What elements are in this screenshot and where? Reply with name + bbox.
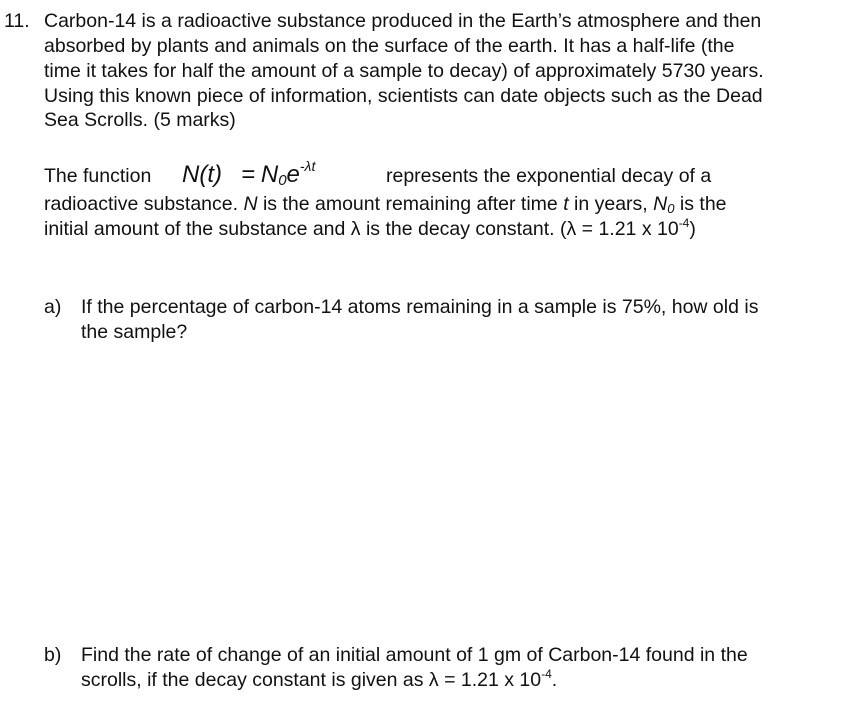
formula-exponent: -λt [299, 158, 316, 174]
function-intro: The function [44, 165, 152, 187]
part-b-label: b) [44, 644, 62, 666]
def2-var-n0-sub: 0 [667, 201, 675, 216]
question-number: 11. [4, 10, 30, 32]
definition-line-2 [44, 192, 727, 217]
def3-text-a: initial amount of the substance and λ is the decay constant. (λ = 1.21 x 10 [44, 218, 679, 240]
part-b-line-2 [81, 668, 557, 693]
definition-line-3 [44, 217, 696, 242]
def2-text-d: is the [674, 193, 727, 215]
def2-text-c: in years, [568, 193, 654, 215]
formula-e: e [286, 161, 300, 188]
intro-line-3: time it takes for half the amount of a sample to decay) of approximately 5730 years. [44, 60, 764, 82]
def2-var-n: N [243, 193, 258, 215]
part-b-line-1: Find the rate of change of an initial amount of 1 gm of Carbon-14 found in the [81, 644, 748, 666]
def2-text-a: radioactive substance. [44, 193, 244, 215]
part-a-line-2: the sample? [81, 321, 188, 343]
intro-line-4: Using this known piece of information, scientists can date objects such as the Dead [44, 85, 763, 107]
def2-var-n0: N [653, 193, 668, 215]
def3-text-b: ) [689, 218, 696, 240]
formula-base: N [260, 161, 279, 188]
def3-exponent: -4 [678, 216, 690, 230]
part-a-label: a) [44, 296, 62, 318]
def2-text-b: is the amount remaining after time [257, 193, 564, 215]
part-b-line-2-text: scrolls, if the decay constant is given as λ = 1.21 x 10 [81, 669, 542, 691]
function-desc: represents the exponential decay of a [386, 165, 712, 187]
formula-equals: = [241, 161, 256, 188]
formula-lhs: N(t) [182, 161, 222, 188]
intro-line-5: Sea Scrolls. (5 marks) [44, 109, 236, 131]
def2-var-t: t [563, 193, 569, 215]
part-b-line-2-end: . [551, 669, 558, 691]
intro-line-1: Carbon-14 is a radioactive substance produced in the Earth’s atmosphere and then [44, 10, 762, 32]
part-a-line-1: If the percentage of carbon-14 atoms remaining in a sample is 75%, how old is [81, 296, 759, 318]
formula-base-sub: 0 [278, 172, 287, 189]
decay-formula [182, 160, 315, 193]
intro-line-2: absorbed by plants and animals on the surface of the earth. It has a half-life (the [44, 35, 735, 57]
part-b-exponent: -4 [541, 667, 552, 681]
